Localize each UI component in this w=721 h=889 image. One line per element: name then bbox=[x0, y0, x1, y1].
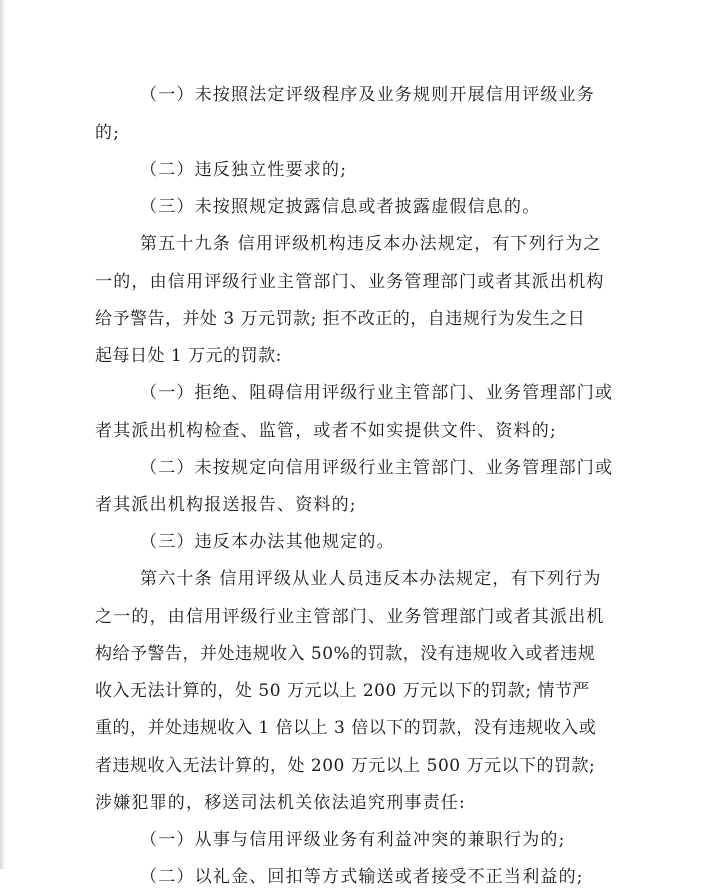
text-line: （一）拒绝、阻碍信用评级行业主管部门、业务管理部门或 bbox=[140, 383, 614, 403]
text-line: 构给予警告，并处违规收入 50%的罚款，没有违规收入或者违规 bbox=[95, 644, 596, 664]
text-line: （一）未按照法定评级程序及业务规则开展信用评级业务 bbox=[140, 85, 595, 105]
text-line: （一）从事与信用评级业务有利益冲突的兼职行为的; bbox=[140, 830, 566, 850]
text-line: 者其派出机构检查、监管，或者不如实提供文件、资料的; bbox=[95, 421, 557, 441]
text-line: 给予警告，并处 3 万元罚款; 拒不改正的，自违规行为发生之日 bbox=[95, 309, 586, 329]
text-line: 起每日处 1 万元的罚款: bbox=[95, 346, 282, 366]
text-line: （二）以礼金、回扣等方式输送或者接受不正当利益的; bbox=[140, 867, 584, 887]
article-heading-line: 第五十九条 信用评级机构违反本办法规定，有下列行为之 bbox=[140, 234, 602, 254]
text-line: （二）违反独立性要求的; bbox=[140, 160, 348, 180]
text-line: 者违规收入无法计算的，处 200 万元以上 500 万元以下的罚款; bbox=[95, 756, 596, 776]
text-line: 收入无法计算的，处 50 万元以上 200 万元以下的罚款; 情节严 bbox=[95, 681, 590, 701]
text-line: 的; bbox=[95, 123, 121, 143]
text-line: （二）未按规定向信用评级行业主管部门、业务管理部门或 bbox=[140, 458, 614, 478]
article-heading-line: 第六十条 信用评级从业人员违反本办法规定，有下列行为 bbox=[140, 569, 602, 589]
text-line: 重的，并处违规收入 1 倍以上 3 倍以下的罚款，没有违规收入或 bbox=[95, 718, 597, 738]
text-line: （三）未按照规定披露信息或者披露虚假信息的。 bbox=[140, 197, 541, 217]
text-line: 一的，由信用评级行业主管部门、业务管理部门或者其派出机构 bbox=[95, 272, 605, 292]
text-line: （三）违反本办法其他规定的。 bbox=[140, 532, 395, 552]
text-line: 者其派出机构报送报告、资料的; bbox=[95, 495, 357, 515]
text-line: 之一的，由信用评级行业主管部门、业务管理部门或者其派出机 bbox=[95, 607, 605, 627]
text-line: 涉嫌犯罪的，移送司法机关依法追究刑事责任: bbox=[95, 793, 466, 813]
